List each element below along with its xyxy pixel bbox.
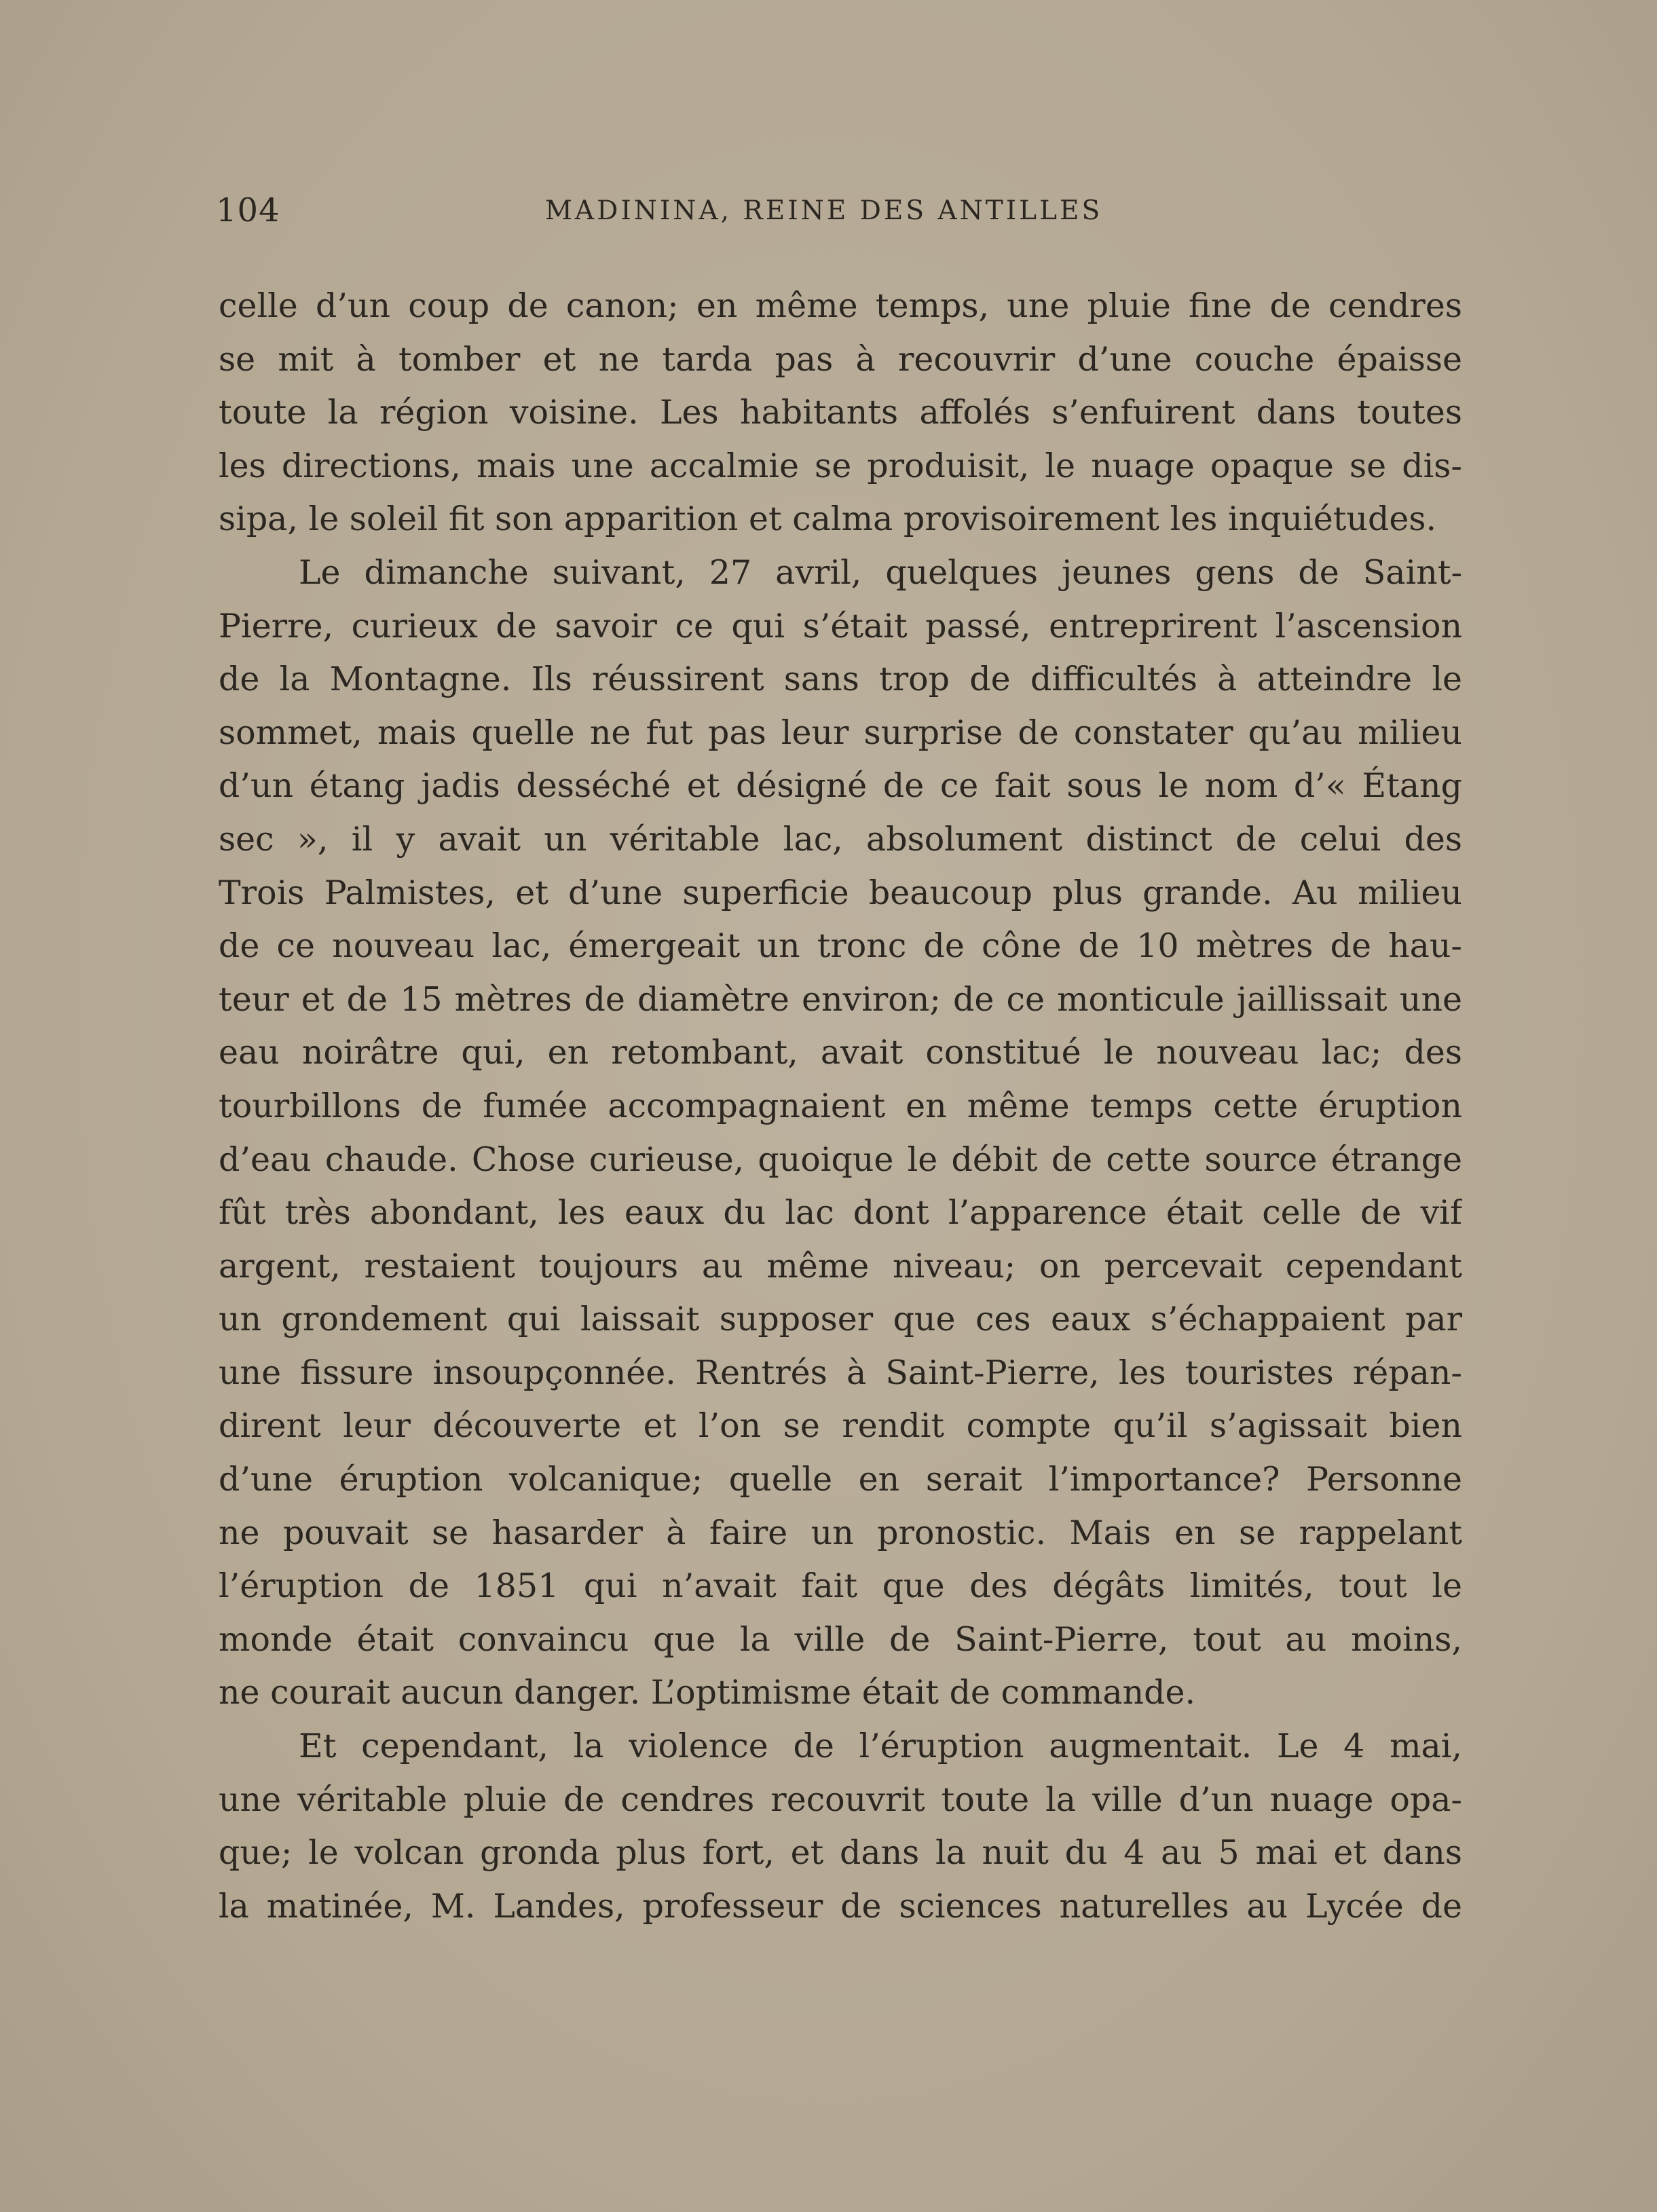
text-line: d’un étang jadis desséché et désigné de ce fait sous le nom d’« Étang	[219, 766, 1462, 806]
text-line: teur et de 15 mètres de diamètre environ; de ce monticule jaillissait une	[219, 979, 1462, 1019]
running-header	[216, 191, 1397, 232]
text-line: Trois Palmistes, et d’une superficie beaucoup plus grande. Au milieu	[219, 873, 1462, 912]
text-line: ne pouvait se hasarder à faire un pronostic. Mais en se rappelant	[219, 1513, 1462, 1552]
text-line: eau noirâtre qui, en retombant, avait constitué le nouveau lac; des	[219, 1033, 1462, 1072]
text-line: l’éruption de 1851 qui n’avait fait que des dégâts limités, tout le	[219, 1567, 1462, 1606]
text-line: argent, restaient toujours au même niveau; on percevait cependant	[219, 1246, 1462, 1286]
text-line: Et cependant, la violence de l’éruption augmentait. Le 4 mai,	[299, 1727, 1462, 1766]
text-line: fût très abondant, les eaux du lac dont l’apparence était celle de vif	[219, 1193, 1462, 1233]
text-line: ne courait aucun danger. L’optimisme était de commande.	[219, 1673, 1196, 1712]
text-line: d’une éruption volcanique; quelle en serait l’importance? Personne	[219, 1460, 1462, 1499]
text-line: les directions, mais une accalmie se produisit, le nuage opaque se dis-	[219, 446, 1462, 485]
body-text	[219, 280, 1462, 1933]
text-line: monde était convaincu que la ville de Saint-Pierre, tout au moins,	[219, 1619, 1462, 1659]
text-line: une fissure insoupçonnée. Rentrés à Saint-Pierre, les touristes répan-	[219, 1353, 1462, 1392]
text-line: se mit à tomber et ne tarda pas à recouvrir d’une couche épaisse	[219, 339, 1462, 379]
text-line: sipa, le soleil fit son apparition et calma provisoirement les inquiétudes.	[219, 500, 1437, 539]
text-line: celle d’un coup de canon; en même temps, une pluie fine de cendres	[219, 286, 1462, 325]
text-line: un grondement qui laissait supposer que ces eaux s’échappaient par	[219, 1300, 1462, 1339]
text-line: tourbillons de fumée accompagnaient en même temps cette éruption	[219, 1086, 1462, 1125]
text-line: d’eau chaude. Chose curieuse, quoique le débit de cette source étrange	[219, 1140, 1462, 1179]
text-line: de la Montagne. Ils réussirent sans trop de difficultés à atteindre le	[219, 660, 1462, 699]
text-line: toute la région voisine. Les habitants affolés s’enfuirent dans toutes	[219, 393, 1462, 432]
text-line: Pierre, curieux de savoir ce qui s’était passé, entreprirent l’ascension	[219, 606, 1462, 645]
text-line: que; le volcan gronda plus fort, et dans la nuit du 4 au 5 mai et dans	[219, 1833, 1462, 1873]
running-title: MADININA, REINE DES ANTILLES	[545, 195, 1103, 226]
text-line: de ce nouveau lac, émergeait un tronc de cône de 10 mètres de hau-	[219, 926, 1462, 966]
text-line: Le dimanche suivant, 27 avril, quelques jeunes gens de Saint-	[299, 552, 1462, 592]
text-line: la matinée, M. Landes, professeur de sciences naturelles au Lycée de	[219, 1886, 1462, 1926]
text-line: sommet, mais quelle ne fut pas leur surprise de constater qu’au milieu	[219, 713, 1462, 752]
text-line: dirent leur découverte et l’on se rendit compte qu’il s’agissait bien	[219, 1406, 1462, 1446]
page-number: 104	[216, 191, 280, 229]
text-line: une véritable pluie de cendres recouvrit toute la ville d’un nuage opa-	[219, 1780, 1462, 1819]
text-line: sec », il y avait un véritable lac, absolument distinct de celui des	[219, 819, 1462, 859]
